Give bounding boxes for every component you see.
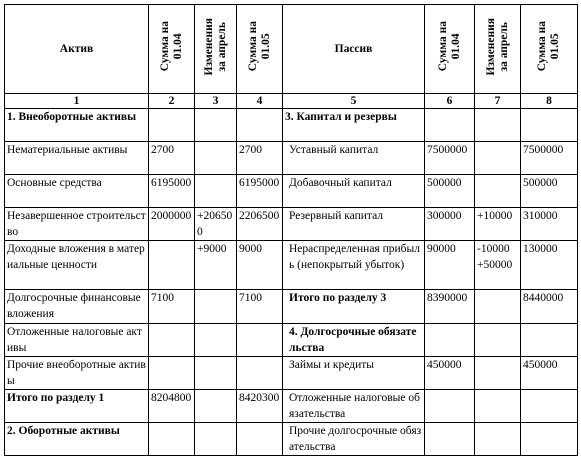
cell-a3: +9000: [195, 241, 237, 290]
col-number: 8: [521, 94, 578, 109]
row-aktiv: 1. Внеоборотные активы: [5, 109, 149, 142]
cell-p8: [521, 423, 578, 456]
row-passiv: Прочие долгосрочные обязательства: [283, 423, 425, 456]
col-number: 6: [425, 94, 475, 109]
cell-p6: 7500000: [425, 142, 475, 175]
table-row: [5, 357, 578, 390]
cell-p7: [475, 390, 521, 423]
row-aktiv: Долгосрочные финансовые вложения: [5, 290, 149, 324]
col-number: 2: [149, 94, 195, 109]
row-aktiv: Нематериальные активы: [5, 142, 149, 175]
col-number: 7: [475, 94, 521, 109]
cell-p6: 300000: [425, 208, 475, 241]
cell-a2: 6195000: [149, 175, 195, 208]
cell-a2: [149, 241, 195, 290]
table-row: [5, 423, 578, 456]
cell-p7: [475, 423, 521, 456]
cell-p7: -10000 +50000: [475, 241, 521, 290]
cell-p8: 500000: [521, 175, 578, 208]
cell-p8: 450000: [521, 357, 578, 390]
cell-a4: 6195000: [237, 175, 283, 208]
cell-a2: 8204800: [149, 390, 195, 423]
header-change-april-a: Изменения за апрель: [202, 17, 228, 76]
cell-p8: [521, 109, 578, 142]
row-passiv: 4. Долгосрочные обязательства: [283, 324, 425, 357]
cell-a3: [195, 423, 237, 456]
table-row: [5, 290, 578, 324]
cell-p7: [475, 175, 521, 208]
row-aktiv: Отложенные налоговые активы: [5, 324, 149, 357]
col-number: 4: [237, 94, 283, 109]
column-numbers-row: [5, 94, 578, 109]
cell-p8: 7500000: [521, 142, 578, 175]
cell-a2: 2000000: [149, 208, 195, 241]
cell-a4: [237, 423, 283, 456]
row-passiv: Добавочный капитал: [283, 175, 425, 208]
cell-p8: 310000: [521, 208, 578, 241]
cell-p6: [425, 109, 475, 142]
header-row: [5, 5, 578, 94]
cell-p6: 500000: [425, 175, 475, 208]
cell-p8: 8440000: [521, 290, 578, 324]
header-sum-0104-a: Сумма на 01.04: [158, 21, 184, 72]
row-aktiv: Незавершенное строительство: [5, 208, 149, 241]
header-change-april-p: Изменения за апрель: [484, 17, 510, 76]
cell-p8: 130000: [521, 241, 578, 290]
cell-a3: [195, 357, 237, 390]
cell-p8: [521, 324, 578, 357]
cell-a2: 2700: [149, 142, 195, 175]
header-sum-0105-a: Сумма на 01.05: [246, 21, 272, 72]
cell-a2: [149, 109, 195, 142]
cell-p6: [425, 423, 475, 456]
row-passiv: 3. Капитал и резервы: [283, 109, 425, 142]
cell-p7: +10000: [475, 208, 521, 241]
cell-a2: [149, 423, 195, 456]
cell-a4: [237, 357, 283, 390]
cell-a3: +206500: [195, 208, 237, 241]
cell-a4: 9000: [237, 241, 283, 290]
cell-a4: [237, 324, 283, 357]
cell-a2: 7100: [149, 290, 195, 324]
cell-a4: 8420300: [237, 390, 283, 423]
col-number: 3: [195, 94, 237, 109]
row-passiv: Итого по разделу 3: [283, 290, 425, 324]
cell-a4: [237, 109, 283, 142]
row-aktiv: Доходные вложения в материальные ценности: [5, 241, 149, 290]
cell-a3: [195, 324, 237, 357]
header-passiv: Пассив: [283, 5, 425, 94]
header-aktiv: Актив: [5, 5, 149, 94]
cell-a3: [195, 142, 237, 175]
cell-a4: 2700: [237, 142, 283, 175]
row-passiv: Займы и кредиты: [283, 357, 425, 390]
row-aktiv: Основные средства: [5, 175, 149, 208]
table-row: [5, 390, 578, 423]
table-row: [5, 109, 578, 142]
cell-a3: [195, 109, 237, 142]
cell-a4: 7100: [237, 290, 283, 324]
cell-p6: 450000: [425, 357, 475, 390]
table-row: [5, 142, 578, 175]
row-aktiv: Итого по разделу 1: [5, 390, 149, 423]
cell-p7: [475, 109, 521, 142]
cell-p7: [475, 142, 521, 175]
cell-p7: [475, 324, 521, 357]
table-row: [5, 324, 578, 357]
cell-a2: [149, 324, 195, 357]
cell-a4: 2206500: [237, 208, 283, 241]
row-aktiv: Прочие внеоборотные активы: [5, 357, 149, 390]
row-passiv: Отложенные налоговые обязательства: [283, 390, 425, 423]
col-number: 5: [283, 94, 425, 109]
cell-a3: [195, 390, 237, 423]
cell-a3: [195, 290, 237, 324]
cell-p6: [425, 390, 475, 423]
cell-p6: 90000: [425, 241, 475, 290]
cell-p8: [521, 390, 578, 423]
cell-a2: [149, 357, 195, 390]
balance-table: [4, 4, 578, 456]
table-row: [5, 208, 578, 241]
cell-p6: 8390000: [425, 290, 475, 324]
cell-p7: [475, 357, 521, 390]
row-passiv: Резервный капитал: [283, 208, 425, 241]
row-passiv: Уставный капитал: [283, 142, 425, 175]
row-passiv: Нераспределенная прибыль (непокрытый убыток): [283, 241, 425, 290]
header-sum-0105-p: Сумма на 01.05: [536, 21, 561, 72]
table-row: [5, 241, 578, 290]
header-sum-0104-p: Сумма на 01.04: [436, 21, 462, 72]
col-number: 1: [5, 94, 149, 109]
cell-p6: [425, 324, 475, 357]
table-row: [5, 175, 578, 208]
cell-a3: [195, 175, 237, 208]
cell-p7: [475, 290, 521, 324]
row-aktiv: 2. Оборотные активы: [5, 423, 149, 456]
